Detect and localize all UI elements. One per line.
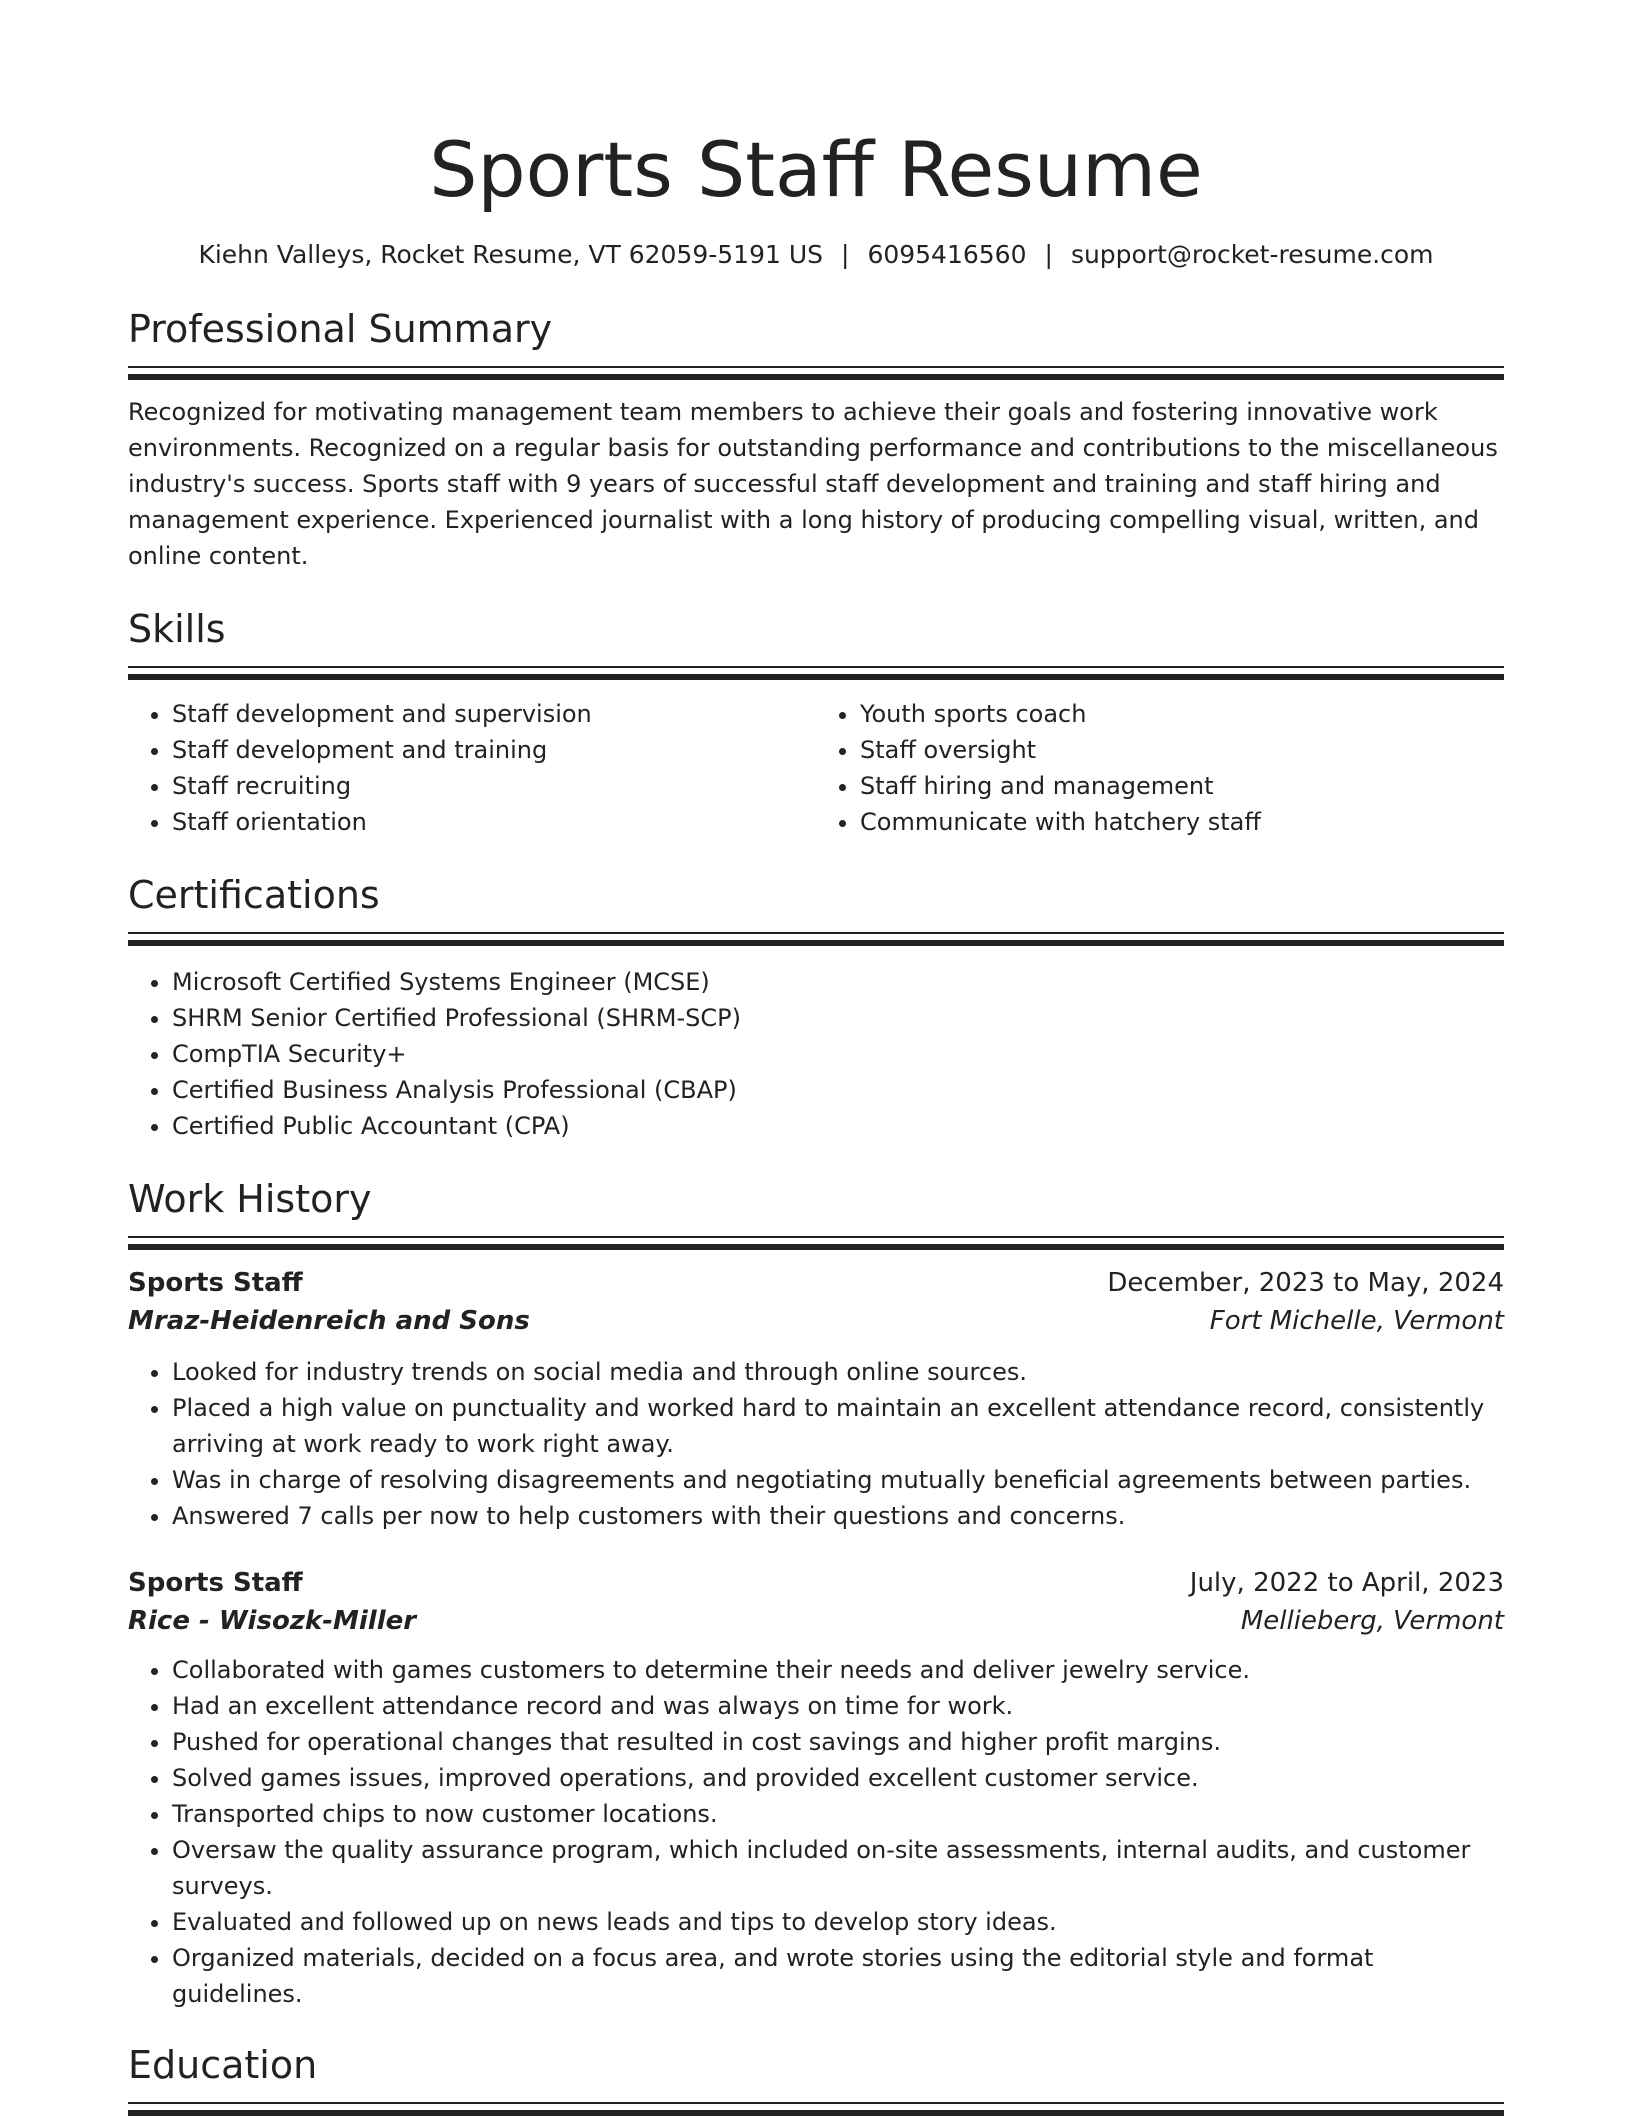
job-bullets <box>128 1652 1504 2012</box>
skills-list-right <box>816 696 1504 840</box>
summary-text: Recognized for motivating management team members to achieve their goals and fostering innovative work environments. Recognized on a regular basis for outstanding performance and contributions to the miscellaneous industry's success. Sports staff with 9 years of successful staff development and training and staff hiring and management experience. Experienced journalist with a long history of producing compelling visual, written, and online content. <box>128 398 1498 570</box>
section-heading-education: Education <box>128 2043 318 2087</box>
education-section <box>128 2040 1504 2118</box>
section-heading-skills: Skills <box>128 607 226 651</box>
certification-item: • CompTIA Security+ <box>172 1036 1504 1072</box>
skills-section <box>128 604 1504 840</box>
job-company: Mraz-Heidenreich and Sons <box>128 1306 530 1336</box>
job-bullet: • Organized materials, decided on a focus area, and wrote stories using the editorial style and format guidelines. <box>172 1940 1504 2012</box>
skill-item: • Staff oversight <box>860 732 1504 768</box>
section-heading-work-history: Work History <box>128 1177 372 1221</box>
certification-item: • Microsoft Certified Systems Engineer (MCSE) <box>172 964 1504 1000</box>
job-subheader <box>128 1602 1504 1640</box>
job-bullet: • Oversaw the quality assurance program, which included on-site assessments, internal audits, and customer surveys. <box>172 1832 1504 1904</box>
contact-email[interactable]: support@rocket-resume.com <box>1070 240 1434 269</box>
job-bullet: • Evaluated and followed up on news leads and tips to develop story ideas. <box>172 1904 1504 1940</box>
job-bullet: • Solved games issues, improved operations, and provided excellent customer service. <box>172 1760 1504 1796</box>
job-dates: December, 2023 to May, 2024 <box>1107 1268 1504 1298</box>
certification-item: • SHRM Senior Certified Professional (SHRM-SCP) <box>172 1000 1504 1036</box>
job-bullet: • Pushed for operational changes that resulted in cost savings and higher profit margins. <box>172 1724 1504 1760</box>
skill-item: • Staff development and training <box>172 732 816 768</box>
skill-item: • Staff development and supervision <box>172 696 816 732</box>
job-bullet: • Placed a high value on punctuality and worked hard to maintain an excellent attendance record, consistently arriving at work ready to work right away. <box>172 1390 1504 1462</box>
skill-item: • Youth sports coach <box>860 696 1504 732</box>
job-dates: July, 2022 to April, 2023 <box>1189 1568 1504 1598</box>
skills-grid <box>128 696 1504 840</box>
section-divider <box>128 2102 1504 2118</box>
contact-line <box>128 238 1504 272</box>
job-bullet: • Answered 7 calls per now to help customers with their questions and concerns. <box>172 1498 1504 1534</box>
certification-item: • Certified Public Accountant (CPA) <box>172 1108 1504 1144</box>
section-divider <box>128 932 1504 948</box>
resume-page <box>128 0 1504 2118</box>
contact-separator: | <box>1044 240 1053 269</box>
section-heading-certifications: Certifications <box>128 873 380 917</box>
job-location: Mellieberg, Vermont <box>1240 1606 1504 1636</box>
skill-item: • Staff orientation <box>172 804 816 840</box>
job-location: Fort Michelle, Vermont <box>1209 1306 1504 1336</box>
skill-item: • Staff recruiting <box>172 768 816 804</box>
job-bullet: • Transported chips to now customer locations. <box>172 1796 1504 1832</box>
job-bullet: • Looked for industry trends on social media and through online sources. <box>172 1354 1504 1390</box>
contact-phone: 6095416560 <box>867 240 1027 269</box>
job-entry <box>128 1264 1504 1534</box>
job-bullets <box>128 1354 1504 1534</box>
page-title: Sports Staff Resume <box>429 125 1203 214</box>
job-entry <box>128 1564 1504 2012</box>
skills-list-left <box>128 696 816 840</box>
job-company: Rice - Wisozk-Miller <box>128 1606 417 1636</box>
summary-section <box>128 304 1504 574</box>
certification-item: • Certified Business Analysis Professional (CBAP) <box>172 1072 1504 1108</box>
section-heading-summary: Professional Summary <box>128 307 553 351</box>
job-title: Sports Staff <box>128 1268 303 1298</box>
job-bullet: • Collaborated with games customers to determine their needs and deliver jewelry service. <box>172 1652 1504 1688</box>
section-divider <box>128 666 1504 682</box>
section-divider <box>128 1236 1504 1252</box>
job-bullet: • Had an excellent attendance record and was always on time for work. <box>172 1688 1504 1724</box>
skill-item: • Staff hiring and management <box>860 768 1504 804</box>
work-history-section <box>128 1174 1504 2012</box>
contact-separator: | <box>841 240 850 269</box>
job-header <box>128 1264 1504 1302</box>
section-divider <box>128 366 1504 382</box>
certifications-section <box>128 870 1504 1144</box>
contact-address: Kiehn Valleys, Rocket Resume, VT 62059-5191 US <box>198 240 823 269</box>
job-header <box>128 1564 1504 1602</box>
certifications-list <box>128 964 1504 1144</box>
job-bullet: • Was in charge of resolving disagreements and negotiating mutually beneficial agreements between parties. <box>172 1462 1504 1498</box>
job-title: Sports Staff <box>128 1568 303 1598</box>
job-subheader <box>128 1302 1504 1340</box>
skill-item: • Communicate with hatchery staff <box>860 804 1504 840</box>
